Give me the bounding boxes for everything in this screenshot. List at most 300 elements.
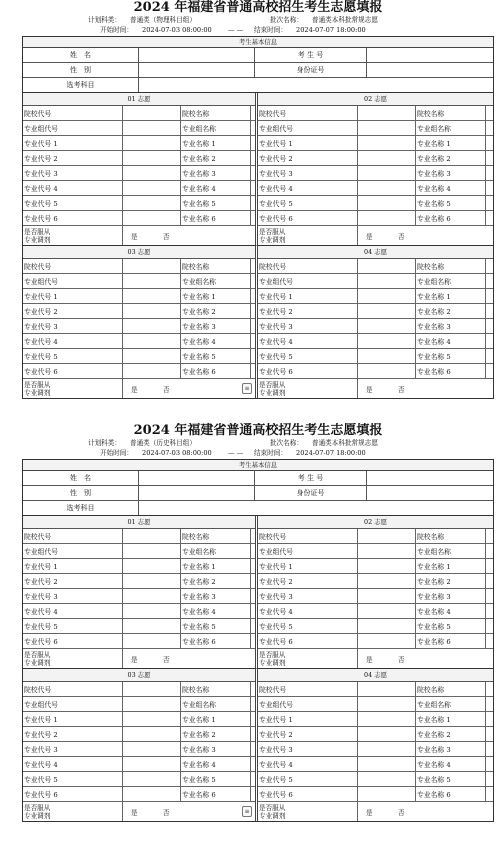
major-code-label: 专业代号 4 bbox=[23, 334, 123, 348]
school-name-label: 院校名称 bbox=[181, 106, 251, 120]
school-code-input[interactable] bbox=[358, 529, 416, 543]
major-code-input[interactable] bbox=[358, 589, 416, 603]
school-code-label: 院校代号 bbox=[258, 106, 358, 120]
gender-input[interactable] bbox=[139, 486, 255, 500]
major-code-input[interactable] bbox=[123, 364, 181, 378]
major-code-input[interactable] bbox=[358, 349, 416, 363]
school-name-input[interactable] bbox=[251, 682, 255, 696]
major-code-input[interactable] bbox=[358, 727, 416, 741]
school-name-label: 院校名称 bbox=[416, 529, 486, 543]
adjust-yes-option[interactable]: 是 bbox=[366, 809, 373, 817]
school-name-input[interactable] bbox=[486, 529, 493, 543]
adjust-yes-option[interactable]: 是 bbox=[366, 233, 373, 241]
major-name-input[interactable] bbox=[251, 196, 255, 210]
volunteer-grid bbox=[22, 93, 494, 399]
major-row bbox=[23, 211, 255, 226]
major-code-label: 专业代号 4 bbox=[258, 181, 358, 195]
major-name-input[interactable] bbox=[486, 349, 493, 363]
major-code-input[interactable] bbox=[123, 574, 181, 588]
group-code-input[interactable] bbox=[123, 697, 181, 711]
gender-input[interactable] bbox=[139, 63, 255, 77]
start-value: 2024-07-03 08:00:00 bbox=[142, 449, 212, 457]
major-row bbox=[23, 742, 255, 757]
major-name-label: 专业名称 5 bbox=[181, 349, 251, 363]
major-code-input[interactable] bbox=[358, 136, 416, 150]
major-row bbox=[258, 181, 493, 196]
volunteer-block bbox=[258, 669, 493, 821]
major-name-label: 专业名称 4 bbox=[181, 604, 251, 618]
volunteer-block bbox=[23, 516, 258, 669]
id-input[interactable] bbox=[367, 63, 493, 77]
major-name-input[interactable] bbox=[486, 634, 493, 648]
major-code-input[interactable] bbox=[358, 757, 416, 771]
id-label: 身份证号 bbox=[255, 63, 367, 77]
major-code-label: 专业代号 2 bbox=[23, 727, 123, 741]
school-code-label: 院校代号 bbox=[23, 259, 123, 273]
major-name-input[interactable] bbox=[251, 757, 255, 771]
adjust-label-line2: 专业调剂 bbox=[259, 811, 286, 820]
adjust-label-line1: 是否服从 bbox=[24, 803, 51, 812]
exam-no-label: 考 生 号 bbox=[255, 471, 367, 485]
school-name-input[interactable] bbox=[486, 106, 493, 120]
major-code-label: 专业代号 1 bbox=[23, 712, 123, 726]
major-code-input[interactable] bbox=[123, 619, 181, 633]
group-row bbox=[258, 544, 493, 559]
name-input[interactable] bbox=[139, 48, 255, 62]
school-code-label: 院校代号 bbox=[23, 106, 123, 120]
group-name-label: 专业组名称 bbox=[416, 121, 486, 135]
adjust-label-line1: 是否服从 bbox=[24, 380, 51, 389]
major-name-input[interactable] bbox=[251, 742, 255, 756]
volunteer-grid bbox=[22, 516, 494, 822]
group-code-label: 专业组代号 bbox=[23, 274, 123, 288]
major-name-label: 专业名称 3 bbox=[181, 319, 251, 333]
major-code-input[interactable] bbox=[358, 772, 416, 786]
major-name-label: 专业名称 2 bbox=[416, 304, 486, 318]
major-code-input[interactable] bbox=[123, 727, 181, 741]
major-code-label: 专业代号 2 bbox=[23, 151, 123, 165]
major-code-input[interactable] bbox=[358, 211, 416, 225]
school-code-input[interactable] bbox=[358, 106, 416, 120]
adjust-no-option[interactable]: 否 bbox=[398, 386, 405, 394]
major-row bbox=[258, 211, 493, 226]
school-name-input[interactable] bbox=[251, 259, 255, 273]
major-name-input[interactable] bbox=[486, 181, 493, 195]
adjust-yes-option[interactable]: 是 bbox=[131, 809, 138, 817]
adjust-row bbox=[23, 226, 255, 245]
group-name-label: 专业组名称 bbox=[181, 274, 251, 288]
major-code-input[interactable] bbox=[123, 349, 181, 363]
major-code-input[interactable] bbox=[358, 604, 416, 618]
major-code-label: 专业代号 5 bbox=[258, 772, 358, 786]
major-name-input[interactable] bbox=[486, 742, 493, 756]
major-name-label: 专业名称 6 bbox=[416, 787, 486, 801]
adjust-label bbox=[258, 379, 358, 398]
major-code-input[interactable] bbox=[123, 334, 181, 348]
adjust-no-option[interactable]: 否 bbox=[398, 656, 405, 664]
name-input[interactable] bbox=[139, 471, 255, 485]
school-code-label: 院校代号 bbox=[258, 682, 358, 696]
group-code-input[interactable] bbox=[358, 697, 416, 711]
school-name-input[interactable] bbox=[251, 106, 255, 120]
major-code-input[interactable] bbox=[123, 742, 181, 756]
school-code-input[interactable] bbox=[123, 106, 181, 120]
adjust-label bbox=[258, 802, 358, 821]
major-name-input[interactable] bbox=[251, 136, 255, 150]
major-code-input[interactable] bbox=[123, 772, 181, 786]
adjust-label bbox=[23, 226, 123, 245]
major-code-input[interactable] bbox=[358, 364, 416, 378]
major-code-label: 专业代号 2 bbox=[23, 574, 123, 588]
group-name-label: 专业组名称 bbox=[181, 121, 251, 135]
exam-no-input[interactable] bbox=[367, 471, 493, 485]
major-row bbox=[258, 196, 493, 211]
major-name-input[interactable] bbox=[251, 349, 255, 363]
major-code-input[interactable] bbox=[123, 304, 181, 318]
major-code-label: 专业代号 5 bbox=[258, 196, 358, 210]
major-code-label: 专业代号 3 bbox=[258, 166, 358, 180]
subjects-row bbox=[23, 78, 493, 92]
school-row bbox=[23, 529, 255, 544]
group-name-input[interactable] bbox=[251, 121, 255, 135]
school-code-input[interactable] bbox=[123, 529, 181, 543]
major-name-label: 专业名称 6 bbox=[416, 211, 486, 225]
major-code-input[interactable] bbox=[123, 151, 181, 165]
school-code-input[interactable] bbox=[358, 259, 416, 273]
major-code-input[interactable] bbox=[123, 196, 181, 210]
major-name-label: 专业名称 4 bbox=[416, 181, 486, 195]
major-code-label: 专业代号 6 bbox=[258, 634, 358, 648]
school-name-label: 院校名称 bbox=[181, 259, 251, 273]
major-row bbox=[23, 334, 255, 349]
volunteer-header: 04 志愿 bbox=[258, 246, 493, 259]
major-name-input[interactable] bbox=[251, 727, 255, 741]
major-name-input[interactable] bbox=[251, 574, 255, 588]
adjust-label bbox=[23, 379, 123, 398]
major-code-input[interactable] bbox=[123, 289, 181, 303]
group-name-input[interactable] bbox=[251, 274, 255, 288]
id-input[interactable] bbox=[367, 486, 493, 500]
major-name-input[interactable] bbox=[486, 166, 493, 180]
major-row bbox=[258, 742, 493, 757]
major-name-input[interactable] bbox=[486, 757, 493, 771]
adjust-yes-option[interactable]: 是 bbox=[366, 656, 373, 664]
major-code-input[interactable] bbox=[358, 559, 416, 573]
major-name-input[interactable] bbox=[486, 787, 493, 801]
adjust-row bbox=[258, 802, 493, 821]
major-code-input[interactable] bbox=[358, 289, 416, 303]
menu-icon[interactable]: ≡ bbox=[242, 806, 252, 817]
major-row bbox=[23, 727, 255, 742]
major-name-input[interactable] bbox=[251, 211, 255, 225]
group-code-input[interactable] bbox=[358, 274, 416, 288]
adjust-label-line2: 专业调剂 bbox=[24, 235, 51, 244]
school-code-input[interactable] bbox=[123, 682, 181, 696]
major-name-input[interactable] bbox=[251, 772, 255, 786]
subjects-input[interactable] bbox=[139, 501, 493, 515]
major-name-input[interactable] bbox=[486, 136, 493, 150]
gender-row bbox=[23, 486, 493, 501]
school-name-input[interactable] bbox=[486, 682, 493, 696]
group-row bbox=[23, 121, 255, 136]
major-name-label: 专业名称 5 bbox=[181, 619, 251, 633]
major-code-input[interactable] bbox=[123, 136, 181, 150]
major-name-label: 专业名称 1 bbox=[416, 289, 486, 303]
adjust-options bbox=[358, 226, 493, 245]
major-name-input[interactable] bbox=[486, 772, 493, 786]
major-row bbox=[258, 634, 493, 649]
major-name-input[interactable] bbox=[251, 634, 255, 648]
major-name-input[interactable] bbox=[486, 289, 493, 303]
major-name-input[interactable] bbox=[486, 304, 493, 318]
major-name-input[interactable] bbox=[486, 574, 493, 588]
subjects-input[interactable] bbox=[139, 78, 493, 92]
exam-no-label: 考 生 号 bbox=[255, 48, 367, 62]
major-row bbox=[258, 319, 493, 334]
major-name-label: 专业名称 2 bbox=[181, 727, 251, 741]
group-name-input[interactable] bbox=[251, 544, 255, 558]
group-code-label: 专业组代号 bbox=[258, 544, 358, 558]
start-value: 2024-07-03 08:00:00 bbox=[142, 26, 212, 34]
major-name-label: 专业名称 5 bbox=[416, 619, 486, 633]
group-name-label: 专业组名称 bbox=[181, 544, 251, 558]
major-name-label: 专业名称 3 bbox=[416, 589, 486, 603]
major-name-label: 专业名称 3 bbox=[416, 166, 486, 180]
adjust-row bbox=[258, 649, 493, 668]
major-name-label: 专业名称 3 bbox=[181, 166, 251, 180]
major-code-input[interactable] bbox=[358, 196, 416, 210]
group-code-input[interactable] bbox=[358, 544, 416, 558]
group-name-input[interactable] bbox=[486, 121, 493, 135]
major-code-input[interactable] bbox=[123, 166, 181, 180]
adjust-no-option[interactable]: 否 bbox=[163, 233, 170, 241]
adjust-label bbox=[258, 649, 358, 668]
volunteer-header: 02 志愿 bbox=[258, 93, 493, 106]
major-name-input[interactable] bbox=[486, 604, 493, 618]
major-row bbox=[23, 349, 255, 364]
start-label: 开始时间： bbox=[100, 449, 133, 457]
major-name-label: 专业名称 4 bbox=[181, 334, 251, 348]
major-row bbox=[23, 559, 255, 574]
major-name-label: 专业名称 2 bbox=[181, 304, 251, 318]
group-name-input[interactable] bbox=[251, 697, 255, 711]
major-name-input[interactable] bbox=[251, 289, 255, 303]
end-value: 2024-07-07 18:00:00 bbox=[296, 449, 366, 457]
major-name-input[interactable] bbox=[251, 589, 255, 603]
group-name-input[interactable] bbox=[486, 274, 493, 288]
adjust-options bbox=[123, 379, 255, 398]
major-row bbox=[23, 319, 255, 334]
school-row bbox=[23, 259, 255, 274]
adjust-yes-option[interactable]: 是 bbox=[366, 386, 373, 394]
major-name-label: 专业名称 4 bbox=[416, 757, 486, 771]
major-code-input[interactable] bbox=[358, 151, 416, 165]
major-name-input[interactable] bbox=[251, 619, 255, 633]
major-name-input[interactable] bbox=[251, 604, 255, 618]
major-name-input[interactable] bbox=[251, 181, 255, 195]
major-code-input[interactable] bbox=[358, 304, 416, 318]
major-code-input[interactable] bbox=[358, 181, 416, 195]
school-name-input[interactable] bbox=[251, 529, 255, 543]
major-code-input[interactable] bbox=[123, 559, 181, 573]
major-name-label: 专业名称 6 bbox=[416, 634, 486, 648]
batch-value: 普通类本科批常规志愿 bbox=[312, 16, 378, 24]
major-code-input[interactable] bbox=[358, 742, 416, 756]
batch-label: 批次名称： bbox=[270, 439, 303, 447]
subjects-label: 选考科目 bbox=[23, 78, 139, 92]
major-code-input[interactable] bbox=[358, 334, 416, 348]
major-code-label: 专业代号 5 bbox=[258, 349, 358, 363]
major-code-input[interactable] bbox=[123, 712, 181, 726]
adjust-label-line2: 专业调剂 bbox=[24, 388, 51, 397]
major-code-input[interactable] bbox=[123, 634, 181, 648]
major-row bbox=[23, 166, 255, 181]
plan-label: 计划科类： bbox=[88, 16, 121, 24]
major-name-input[interactable] bbox=[251, 712, 255, 726]
major-row bbox=[23, 151, 255, 166]
basic-info-table bbox=[22, 36, 494, 93]
major-name-input[interactable] bbox=[486, 712, 493, 726]
major-code-label: 专业代号 6 bbox=[23, 634, 123, 648]
major-row bbox=[258, 757, 493, 772]
major-name-input[interactable] bbox=[486, 589, 493, 603]
major-name-input[interactable] bbox=[251, 319, 255, 333]
adjust-options bbox=[123, 802, 255, 821]
adjust-yes-option[interactable]: 是 bbox=[131, 233, 138, 241]
major-code-input[interactable] bbox=[358, 574, 416, 588]
major-row bbox=[258, 334, 493, 349]
major-name-input[interactable] bbox=[486, 559, 493, 573]
major-name-input[interactable] bbox=[251, 787, 255, 801]
adjust-no-option[interactable]: 否 bbox=[398, 233, 405, 241]
major-code-label: 专业代号 3 bbox=[258, 319, 358, 333]
school-code-input[interactable] bbox=[358, 682, 416, 696]
school-code-input[interactable] bbox=[123, 259, 181, 273]
group-name-input[interactable] bbox=[486, 544, 493, 558]
form-title: 2024 年福建省普通高校招生考生志愿填报 bbox=[133, 423, 383, 438]
group-code-label: 专业组代号 bbox=[23, 697, 123, 711]
group-code-input[interactable] bbox=[123, 274, 181, 288]
major-code-input[interactable] bbox=[123, 211, 181, 225]
major-name-label: 专业名称 3 bbox=[416, 742, 486, 756]
major-name-input[interactable] bbox=[486, 196, 493, 210]
major-code-label: 专业代号 6 bbox=[23, 364, 123, 378]
major-name-input[interactable] bbox=[486, 319, 493, 333]
major-name-label: 专业名称 1 bbox=[416, 712, 486, 726]
major-name-input[interactable] bbox=[251, 166, 255, 180]
adjust-options bbox=[123, 649, 255, 668]
adjust-yes-option[interactable]: 是 bbox=[131, 386, 138, 394]
gender-row bbox=[23, 63, 493, 78]
major-name-label: 专业名称 3 bbox=[416, 319, 486, 333]
group-row bbox=[258, 274, 493, 289]
major-code-input[interactable] bbox=[123, 589, 181, 603]
major-code-label: 专业代号 4 bbox=[23, 181, 123, 195]
major-name-input[interactable] bbox=[486, 211, 493, 225]
plan-label: 计划科类： bbox=[88, 439, 121, 447]
major-name-input[interactable] bbox=[486, 334, 493, 348]
adjust-label bbox=[258, 226, 358, 245]
end-label: 结束时间： bbox=[254, 449, 287, 457]
major-row bbox=[23, 364, 255, 379]
major-name-label: 专业名称 2 bbox=[416, 574, 486, 588]
major-name-label: 专业名称 1 bbox=[181, 559, 251, 573]
adjust-no-option[interactable]: 否 bbox=[163, 809, 170, 817]
major-code-input[interactable] bbox=[358, 787, 416, 801]
major-name-input[interactable] bbox=[251, 559, 255, 573]
major-row bbox=[258, 364, 493, 379]
major-code-input[interactable] bbox=[123, 319, 181, 333]
major-code-label: 专业代号 2 bbox=[23, 304, 123, 318]
major-code-input[interactable] bbox=[123, 787, 181, 801]
major-code-label: 专业代号 6 bbox=[23, 787, 123, 801]
adjust-no-option[interactable]: 否 bbox=[163, 656, 170, 664]
major-code-input[interactable] bbox=[123, 604, 181, 618]
start-label: 开始时间： bbox=[100, 26, 133, 34]
end-value: 2024-07-07 18:00:00 bbox=[296, 26, 366, 34]
major-code-label: 专业代号 1 bbox=[23, 289, 123, 303]
major-name-input[interactable] bbox=[486, 727, 493, 741]
adjust-yes-option[interactable]: 是 bbox=[131, 656, 138, 664]
adjust-label-line1: 是否服从 bbox=[259, 803, 286, 812]
major-name-input[interactable] bbox=[486, 151, 493, 165]
major-code-input[interactable] bbox=[358, 634, 416, 648]
group-code-input[interactable] bbox=[123, 544, 181, 558]
group-code-input[interactable] bbox=[358, 121, 416, 135]
major-name-input[interactable] bbox=[486, 364, 493, 378]
major-code-input[interactable] bbox=[358, 619, 416, 633]
major-name-input[interactable] bbox=[251, 334, 255, 348]
major-code-input[interactable] bbox=[358, 319, 416, 333]
group-name-input[interactable] bbox=[486, 697, 493, 711]
adjust-row bbox=[23, 802, 255, 821]
volunteer-block bbox=[258, 516, 493, 669]
basic-info-header: 考生基本信息 bbox=[23, 37, 493, 48]
major-row bbox=[23, 712, 255, 727]
major-name-input[interactable] bbox=[486, 619, 493, 633]
major-row bbox=[23, 634, 255, 649]
school-name-label: 院校名称 bbox=[416, 682, 486, 696]
exam-no-input[interactable] bbox=[367, 48, 493, 62]
adjust-no-option[interactable]: 否 bbox=[163, 386, 170, 394]
major-row bbox=[23, 289, 255, 304]
group-code-input[interactable] bbox=[123, 121, 181, 135]
major-code-input[interactable] bbox=[358, 712, 416, 726]
volunteer-header: 02 志愿 bbox=[258, 516, 493, 529]
group-name-label: 专业组名称 bbox=[416, 274, 486, 288]
major-name-input[interactable] bbox=[251, 151, 255, 165]
adjust-no-option[interactable]: 否 bbox=[398, 809, 405, 817]
major-code-input[interactable] bbox=[123, 181, 181, 195]
major-code-input[interactable] bbox=[358, 166, 416, 180]
menu-icon[interactable]: ≡ bbox=[242, 383, 252, 394]
major-name-input[interactable] bbox=[251, 304, 255, 318]
group-code-label: 专业组代号 bbox=[258, 274, 358, 288]
major-name-label: 专业名称 4 bbox=[181, 757, 251, 771]
major-code-input[interactable] bbox=[123, 757, 181, 771]
major-row bbox=[258, 619, 493, 634]
major-row bbox=[23, 574, 255, 589]
school-row bbox=[23, 106, 255, 121]
plan-value: 普通类（物理科目组） bbox=[130, 16, 196, 24]
school-name-label: 院校名称 bbox=[416, 259, 486, 273]
major-name-label: 专业名称 4 bbox=[416, 334, 486, 348]
major-row bbox=[258, 559, 493, 574]
school-name-input[interactable] bbox=[486, 259, 493, 273]
major-name-input[interactable] bbox=[251, 364, 255, 378]
major-code-label: 专业代号 2 bbox=[258, 574, 358, 588]
major-row bbox=[258, 574, 493, 589]
